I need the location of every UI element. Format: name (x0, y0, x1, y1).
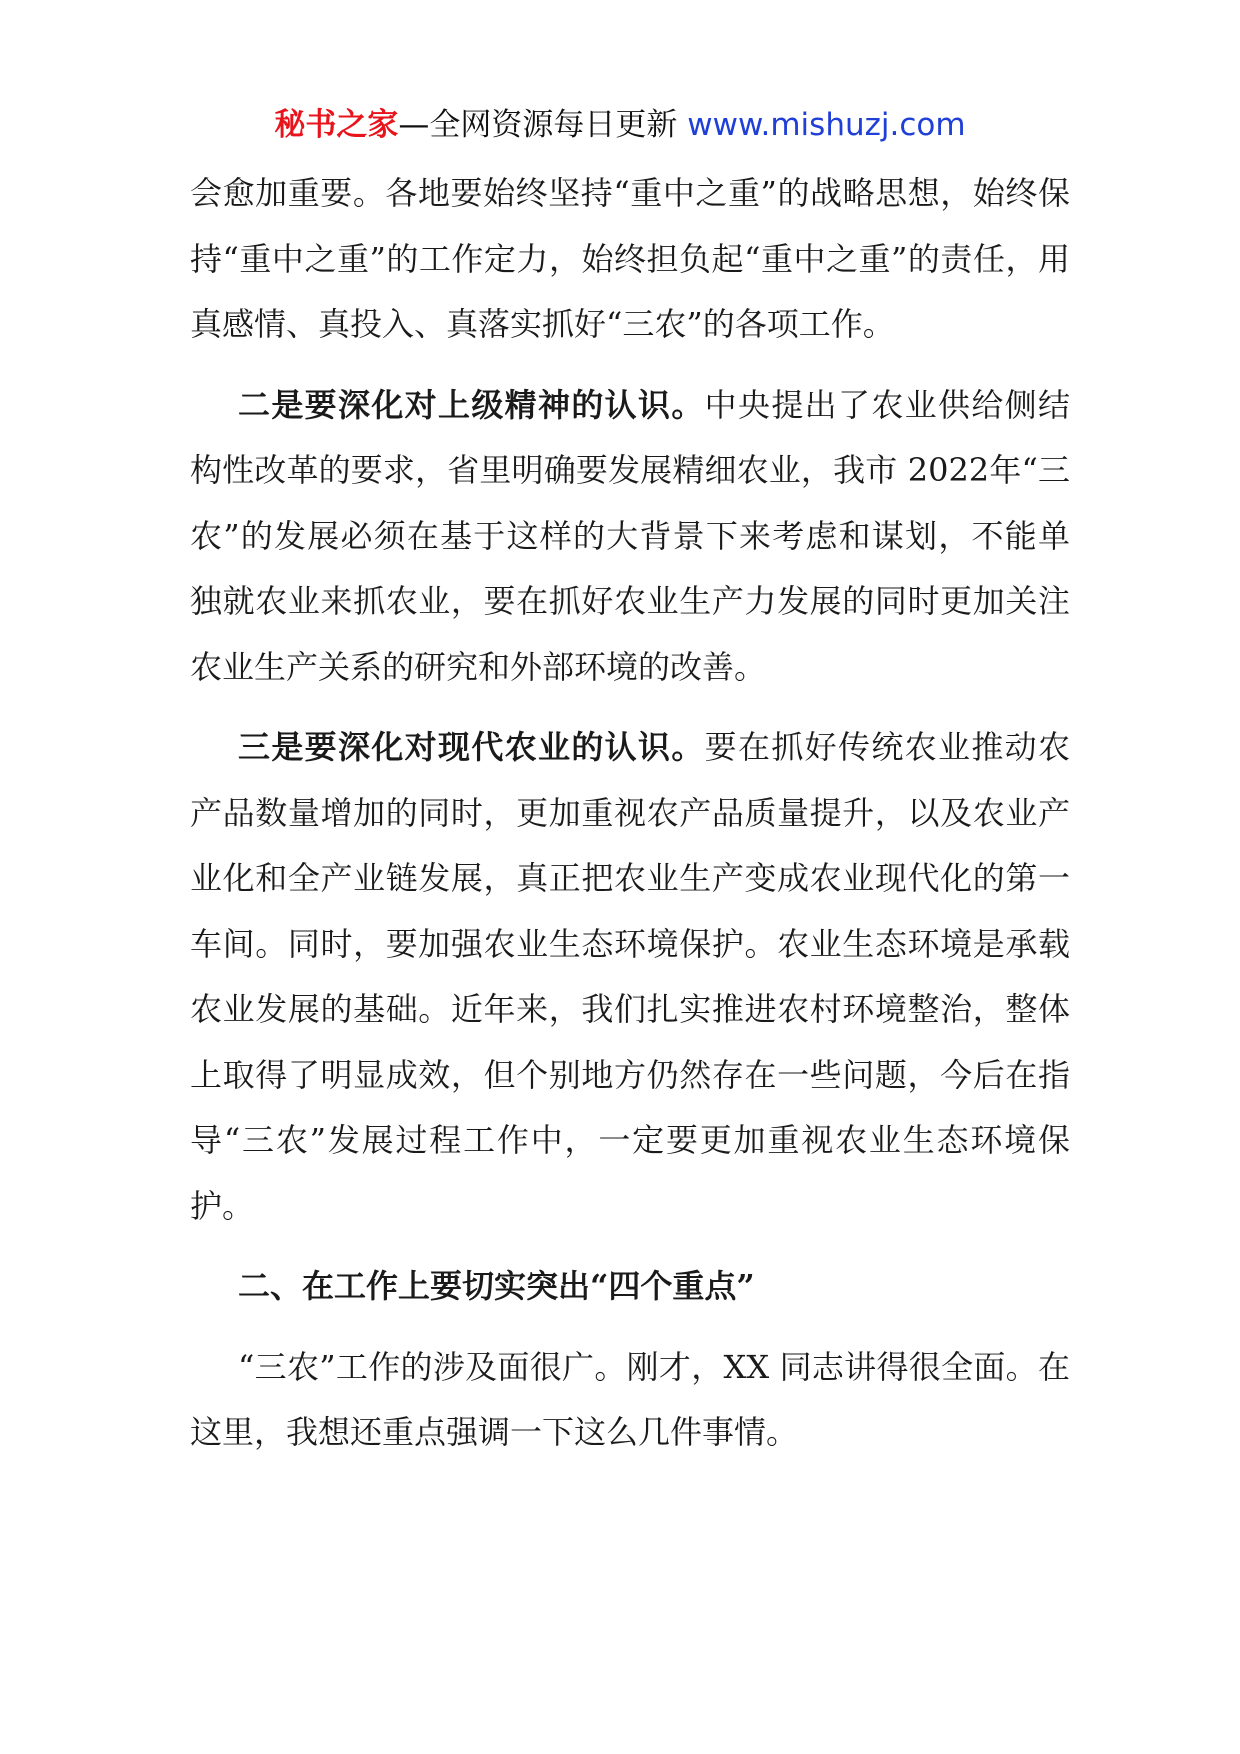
paragraph-point-three (190, 715, 1070, 1239)
paragraph-text: “三农”工作的涉及面很广。刚才，XX 同志讲得很全面。在这里，我想还重点强调一下这么几件事情。 (190, 1347, 1070, 1451)
brand-name: 秘书之家 (274, 107, 399, 143)
paragraph-lead: 二是要深化对上级精神的认识。 (238, 385, 705, 424)
document-body (190, 161, 1070, 1466)
paragraph-text: 要在抓好传统农业推动农产品数量增加的同时，更加重视农产品质量提升，以及农业产业化和全产业链发展，真正把农业生产变成农业现代化的第一车间。同时，要加强农业生态环境保护。农业生态环境是承载农业发展的基础。近年来，我们扎实推进农村环境整治，整体上取得了明显成效，但个别地方仍然存在一些问题，今后在指导“三农”发展过程工作中，一定要更加重视农业生态环境保护。 (190, 728, 1070, 1225)
brand-tagline: —全网资源每日更新 (398, 107, 678, 143)
paragraph-continuation (190, 161, 1070, 358)
paragraph-intro (190, 1335, 1070, 1466)
paragraph-point-two (190, 373, 1070, 701)
paragraph-text: 中央提出了农业供给侧结构性改革的要求，省里明确要发展精细农业，我市 2022年“三农”的发展必须在基于这样的大背景下来考虑和谋划，不能单独就农业来抓农业，要在抓好农业生产力发展的同时更加关注农业生产关系的研究和外部环境的改善。 (190, 385, 1070, 686)
paragraph-text: 会愈加重要。各地要始终坚持“重中之重”的战略思想，始终保持“重中之重”的工作定力，始终担负起“重中之重”的责任，用真感情、真投入、真落实抓好“三农”的各项工作。 (190, 174, 1070, 343)
site-url: www.mishuzj.com (687, 107, 966, 143)
section-heading: 二、在工作上要切实突出“四个重点” (238, 1267, 755, 1305)
site-watermark-header (0, 100, 1240, 150)
paragraph-lead: 三是要深化对现代农业的认识。 (238, 728, 705, 766)
